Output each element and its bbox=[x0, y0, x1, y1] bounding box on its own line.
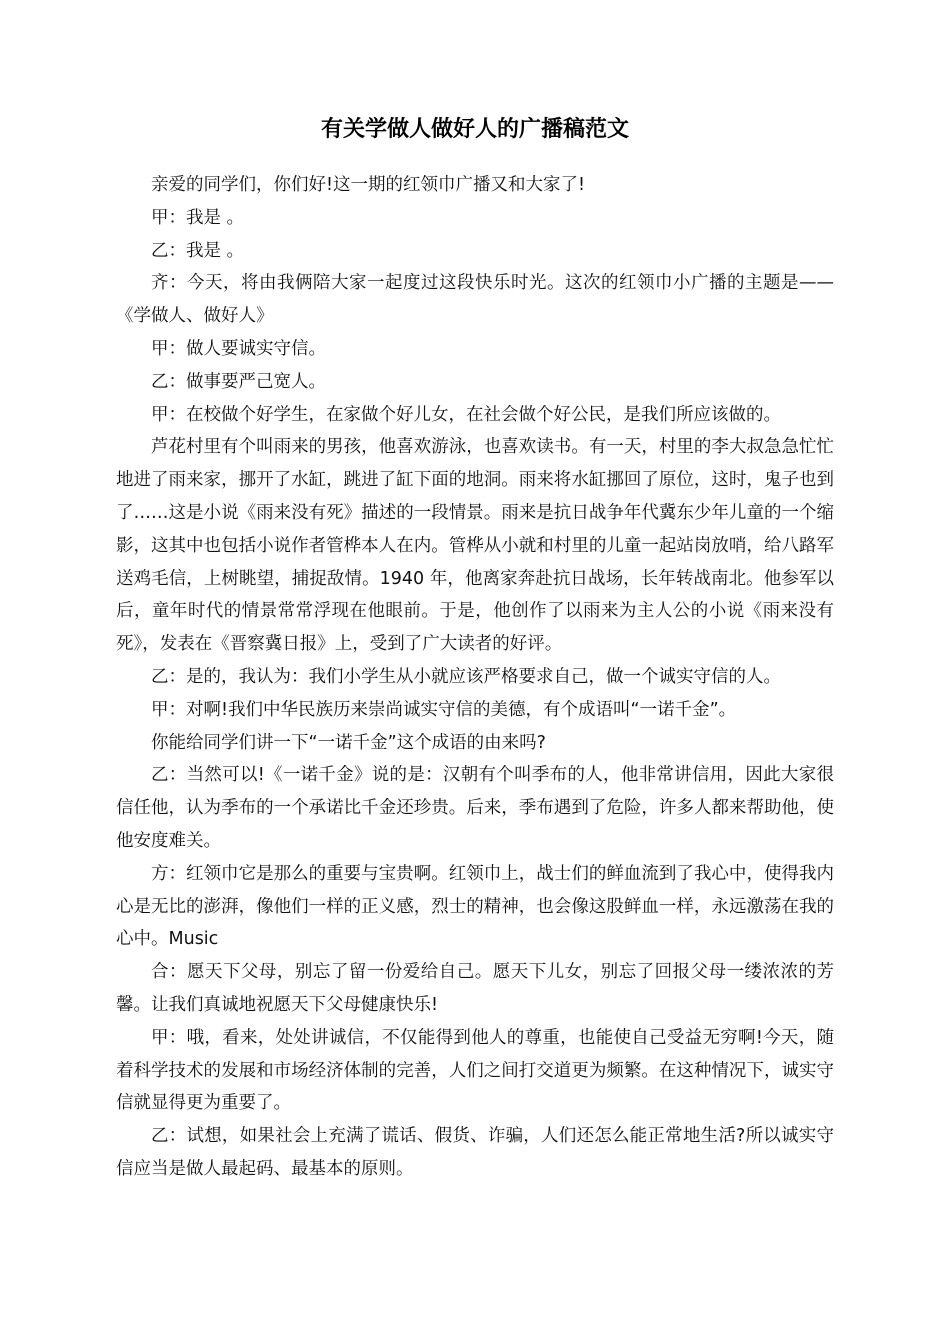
paragraph-idiom-story: 乙：当然可以!《一诺千金》说的是：汉朝有个叫季布的人，他非常讲信用，因此大家很信任他，认为季布的一个承诺比千金还珍贵。后来，季布遇到了危险，许多人都来帮助他，使他安度难关。 bbox=[116, 765, 834, 851]
paragraph-greeting: 亲爱的同学们，你们好!这一期的红领巾广播又和大家了! bbox=[151, 175, 586, 195]
paragraph-parents: 合：愿天下父母，别忘了留一份爱给自己。愿天下儿女，别忘了回报父母一缕浓浓的芳馨。让我们真诚地祝愿天下父母健康快乐! bbox=[116, 962, 834, 1015]
paragraph-tolerance: 乙：做事要严己宽人。 bbox=[151, 371, 326, 392]
paragraph-host-b-intro: 乙：我是 。 bbox=[151, 240, 245, 261]
paragraph-good-citizen: 甲：在校做个好学生，在家做个好儿女，在社会做个好公民，是我们所应该做的。 bbox=[151, 404, 781, 425]
document-title: 有关学做人做好人的广播稿范文 bbox=[320, 117, 629, 142]
paragraph-red-scarf: 方：红领巾它是那么的重要与宝贵啊。红领巾上，战士们的鲜血流到了我心中，使得我内心是无比的澎湃，像他们一样的正义感，烈士的精神，也会像这股鲜血一样，永远激荡在我的心中。Music bbox=[116, 863, 834, 950]
paragraph-honesty: 甲：做人要诚实守信。 bbox=[151, 338, 326, 359]
document-body bbox=[116, 169, 834, 1186]
paragraph-basic-principle: 乙：试想，如果社会上充满了谎话、假货、诈骗，人们还怎么能正常地生活?所以诚实守信应当是做人最起码、最基本的原则。 bbox=[116, 1126, 834, 1179]
paragraph-idiom-intro: 甲：对啊!我们中华民族历来崇尚诚实守信的美德，有个成语叫“一诺千金”。 bbox=[151, 699, 737, 720]
paragraph-idiom-question: 你能给同学们讲一下“一诺千金”这个成语的由来吗? bbox=[151, 732, 546, 753]
paragraph-yulai-story: 芦花村里有个叫雨来的男孩，他喜欢游泳，也喜欢读书。有一天，村里的李大叔急急忙忙地进了雨来家，挪开了水缸，跳进了缸下面的地洞。雨来将水缸挪回了原位，这时，鬼子也到了……这是小说《雨来没有死》描述的一段情景。雨来是抗日战争年代冀东少年儿童的一个缩影，这其中也包括小说作者管桦本人在内。管桦从小就和村里的儿童一起站岗放哨，给八路军送鸡毛信，上树眺望，捕捉敌情。1940 年，他离家奔赴抗日战场，长年转战南北。他参军以后，童年时代的情景常常浮现在他眼前。于是，他创作了以雨来为主人公的小说《雨来没有死》，发表在《晋察冀日报》上，受到了广大读者的好评。 bbox=[116, 437, 834, 655]
paragraph-integrity-benefit: 甲：哦，看来，处处讲诚信，不仅能得到他人的尊重，也能使自己受益无穷啊!今天，随着科学技术的发展和市场经济体制的完善，人们之间打交道更为频繁。在这种情况下，诚实守信就显得更为重要了。 bbox=[116, 1027, 834, 1114]
paragraph-theme: 齐：今天，将由我俩陪大家一起度过这段快乐时光。这次的红领巾小广播的主题是——《学做人、做好人》 bbox=[116, 273, 834, 327]
paragraph-strict-self: 乙：是的，我认为：我们小学生从小就应该严格要求自己，做一个诚实守信的人。 bbox=[151, 666, 781, 687]
paragraph-host-a-intro: 甲：我是 。 bbox=[151, 207, 245, 228]
